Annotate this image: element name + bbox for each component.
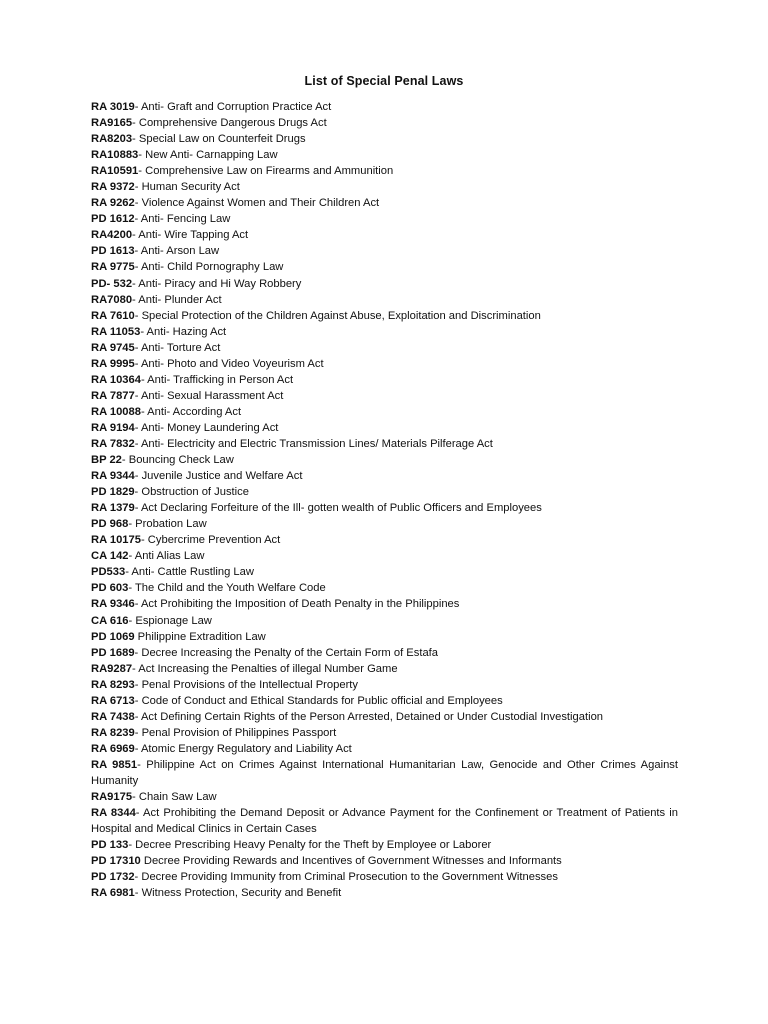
law-entry [91,677,678,693]
law-description: - Anti- Electricity and Electric Transmission Lines/ Materials Pilferage Act [134,437,493,450]
law-code: RA 7438 [91,710,135,723]
law-code: RA 8239 [91,726,135,739]
law-entry [91,645,678,661]
law-description: Philippine Extradition Law [134,630,266,643]
law-entry [91,853,678,869]
law-description: - Anti- Plunder Act [132,293,222,306]
law-description: - Anti- Photo and Video Voyeurism Act [134,357,324,370]
law-code: PD 1732 [91,871,135,884]
law-description: - Anti- According Act [140,405,242,418]
law-description: - Anti- Piracy and Hi Way Robbery [132,277,302,290]
law-code: RA4200 [91,229,133,242]
law-code: RA 1379 [91,502,135,515]
law-code: RA 9995 [91,357,135,370]
law-description: - Special Law on Counterfeit Drugs [132,133,306,146]
law-description: - Anti- Graft and Corruption Practice Act [134,101,332,113]
law-description: - Penal Provision of Philippines Passport [134,726,337,739]
law-list [91,99,678,901]
law-code: RA 3019 [91,101,135,113]
law-description: - New Anti- Carnapping Law [138,149,278,162]
law-entry [91,147,678,163]
law-code: RA9165 [91,117,133,130]
law-description: - Anti- Wire Tapping Act [132,229,249,242]
law-entry [91,179,678,195]
law-code: BP 22 [91,454,122,467]
law-entry [91,99,678,115]
law-description: - Cybercrime Prevention Act [140,534,281,547]
law-code: RA 9851 [91,758,138,771]
law-entry [91,340,678,356]
law-description: - Anti- Money Laundering Act [134,421,279,434]
law-entry [91,420,678,436]
law-code: RA7080 [91,293,133,306]
law-description: - Bouncing Check Law [121,454,234,467]
law-code: PD 133 [91,839,129,852]
law-code: RA 7610 [91,309,135,322]
law-code: RA 9372 [91,181,135,194]
law-description: - Anti- Sexual Harassment Act [134,389,284,402]
law-entry [91,805,678,837]
law-description: - Atomic Energy Regulatory and Liability Act [134,742,352,755]
law-code: PD 1069 [91,630,135,643]
law-description: - Witness Protection, Security and Benefit [134,887,342,900]
law-entry [91,500,678,516]
law-description: - Anti- Fencing Law [134,213,231,226]
law-code: RA 9745 [91,341,135,354]
law-description: - Anti- Torture Act [134,341,221,354]
law-code: RA 6969 [91,742,135,755]
law-entry [91,789,678,805]
law-entry [91,516,678,532]
law-description: - Violence Against Women and Their Children Act [134,197,380,210]
law-entry [91,548,678,564]
law-code: PD 17310 [91,855,141,868]
law-code: RA 7877 [91,389,135,402]
law-entry [91,131,678,147]
law-description: - Human Security Act [134,181,240,194]
law-entry [91,629,678,645]
law-entry [91,564,678,580]
document-title: List of Special Penal Laws [304,74,464,88]
law-description: - Anti- Hazing Act [140,325,227,338]
law-entry [91,661,678,677]
law-entry [91,596,678,612]
law-entry [91,195,678,211]
law-entry [91,837,678,853]
law-entry [91,468,678,484]
law-code: RA 10088 [91,405,141,418]
law-entry [91,227,678,243]
law-code: RA 9194 [91,421,135,434]
law-code: RA 7832 [91,437,135,450]
law-entry [91,452,678,468]
law-code: RA 6713 [91,694,135,707]
law-entry [91,115,678,131]
law-description: - Anti- Trafficking in Person Act [140,373,294,386]
law-entry [91,163,678,179]
law-entry [91,388,678,404]
law-code: PD 1829 [91,486,135,499]
law-description: - Act Prohibiting the Imposition of Death Penalty in the Philippines [134,598,460,611]
law-code: RA 10364 [91,373,141,386]
law-entry [91,243,678,259]
law-entry [91,580,678,596]
law-entry [91,436,678,452]
law-code: RA 9344 [91,470,135,483]
law-entry [91,869,678,885]
law-code: PD 968 [91,518,129,531]
law-description: - Obstruction of Justice [134,486,249,499]
law-entry [91,324,678,340]
law-code: PD 1612 [91,213,135,226]
law-code: RA 8293 [91,678,135,691]
law-entry [91,709,678,725]
law-entry [91,484,678,500]
law-code: RA 8344 [91,807,136,820]
law-description: - Act Defining Certain Rights of the Person Arrested, Detained or Under Custodial Investigation [134,710,604,723]
law-description: - Anti- Arson Law [134,245,220,258]
law-entry [91,613,678,629]
law-description: - Comprehensive Law on Firearms and Ammunition [138,165,394,178]
law-code: PD 1613 [91,245,135,258]
law-code: RA 6981 [91,887,135,900]
law-code: PD 1689 [91,646,135,659]
law-entry [91,211,678,227]
law-description: - Philippine Act on Crimes Against International Humanitarian Law, Genocide and Other Crimes Against Humanity [91,758,678,787]
law-code: CA 142 [91,550,129,563]
law-code: CA 616 [91,614,129,627]
law-description: - Anti- Cattle Rustling Law [125,566,254,579]
law-entry [91,725,678,741]
law-entry [91,693,678,709]
law-description: - Act Prohibiting the Demand Deposit or Advance Payment for the Confinement or Treatment of Patients in Hospital and Medical Clinics in Certain Cases [91,807,678,836]
law-code: RA10883 [91,149,139,162]
law-description: - Code of Conduct and Ethical Standards for Public official and Employees [134,694,503,707]
law-entry [91,757,678,789]
law-description: - Decree Increasing the Penalty of the Certain Form of Estafa [134,646,438,659]
law-description: - Act Declaring Forfeiture of the Ill- gotten wealth of Public Officers and Employees [134,502,542,515]
law-description: - Act Increasing the Penalties of illegal Number Game [132,662,398,675]
law-entry [91,259,678,275]
law-entry [91,532,678,548]
law-entry [91,741,678,757]
law-description: - Probation Law [128,518,207,531]
law-entry [91,885,678,901]
law-entry [91,372,678,388]
law-description: - The Child and the Youth Welfare Code [128,582,326,595]
law-code: PD 603 [91,582,129,595]
law-description: - Comprehensive Dangerous Drugs Act [132,117,327,130]
law-code: RA9287 [91,662,133,675]
law-description: - Anti Alias Law [128,550,205,563]
law-entry [91,356,678,372]
law-code: RA8203 [91,133,133,146]
law-description: - Juvenile Justice and Welfare Act [134,470,303,483]
law-description: - Anti- Child Pornography Law [134,261,284,274]
law-code: RA 11053 [91,325,141,338]
law-description: - Espionage Law [128,614,212,627]
law-description: - Penal Provisions of the Intellectual Property [134,678,358,691]
law-code: RA 9262 [91,197,135,210]
law-entry [91,308,678,324]
law-code: RA9175 [91,791,133,804]
law-entry [91,404,678,420]
law-description: - Special Protection of the Children Against Abuse, Exploitation and Discrimination [134,309,541,322]
law-code: PD533 [91,566,126,579]
law-entry [91,292,678,308]
law-description: - Decree Prescribing Heavy Penalty for the Theft by Employee or Laborer [128,839,492,852]
law-entry [91,276,678,292]
law-code: RA10591 [91,165,139,178]
law-description: - Decree Providing Immunity from Criminal Prosecution to the Government Witnesses [134,871,558,884]
law-description: Decree Providing Rewards and Incentives of Government Witnesses and Informants [140,855,562,868]
law-code: PD- 532 [91,277,133,290]
law-code: RA 9775 [91,261,135,274]
law-description: - Chain Saw Law [132,791,217,804]
law-code: RA 10175 [91,534,141,547]
law-code: RA 9346 [91,598,135,611]
